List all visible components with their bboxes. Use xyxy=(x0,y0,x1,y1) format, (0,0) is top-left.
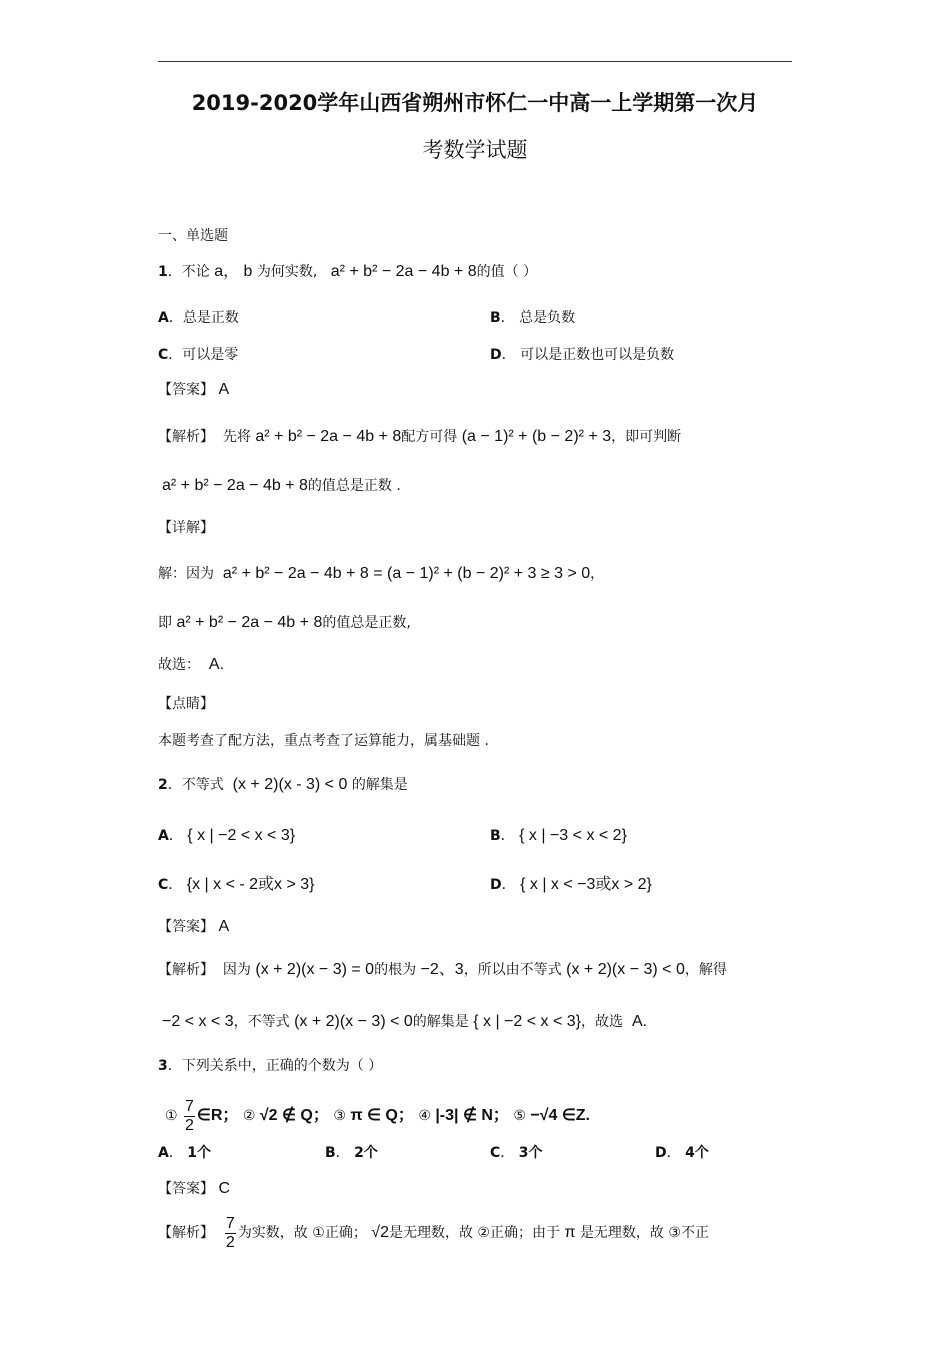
q3-option-a: A． 1个 xyxy=(158,1145,212,1161)
q2-analysis: 【解析】 因为 (x + 2)(x − 3) = 0的根为 −2、3，所以由不等式 (x + 2)(x − 3) < 0，解得 xyxy=(158,961,727,978)
q1-answer: 【答案】 A xyxy=(158,381,230,398)
q2-option-b: B． { x | −3 < x < 2} xyxy=(490,827,627,844)
q3-stem: 3．下列关系中，正确的个数为（ ） xyxy=(158,1058,383,1074)
q2-answer: 【答案】 A xyxy=(158,918,230,935)
q1-analysis-cont: a² + b² − 2a − 4b + 8的值总是正数 . xyxy=(162,477,401,494)
q3-analysis: 【解析】 $\frac{7}{2}$ 为实数，故 ①正确； √2是无理数，故 ②正确；由于 π 是无理数，故 ③不正 xyxy=(158,1214,709,1251)
q1-option-a: A．总是正数 xyxy=(158,310,239,326)
q2-option-c: C． {x | x < - 2或x > 3} xyxy=(158,876,315,893)
document-title-line-2: 考数学试题 xyxy=(422,138,528,162)
q1-stem-c: 为何实数, xyxy=(256,264,318,280)
q3-option-d: D． 4个 xyxy=(655,1145,709,1161)
q1-vars: a， b xyxy=(214,263,253,280)
q1-choose: 故选： A. xyxy=(158,656,225,673)
q2-analysis-cont: −2 < x < 3，不等式 (x + 2)(x − 3) < 0的解集是 { x | −2 < x < 3}，故选 A. xyxy=(162,1013,648,1030)
q2-option-a: A． { x | −2 < x < 3} xyxy=(158,827,296,844)
q1-detail-line-1: 解：因为 a² + b² − 2a − 4b + 8 = (a − 1)² + (b − 2)² + 3 ≥ 3 > 0， xyxy=(158,565,605,582)
q3-answer: 【答案】 C xyxy=(158,1180,231,1197)
q2-option-d: D． { x | x < −3或x > 2} xyxy=(490,876,652,893)
q1-detail-heading: 【详解】 xyxy=(158,520,214,536)
q1-option-c: C．可以是零 xyxy=(158,347,239,363)
q1-analysis: 【解析】 先将 a² + b² − 2a − 4b + 8配方可得 (a − 1)² + (b − 2)² + 3，即可判断 xyxy=(158,428,682,445)
fraction-7-2: $\frac{7}{2}$ xyxy=(185,1097,194,1134)
q3-option-c: C． 3个 xyxy=(490,1145,543,1161)
q1-number: 1 xyxy=(158,264,168,280)
q1-stem-d: 的值（ ） xyxy=(476,264,538,280)
q1-option-b: B． 总是负数 xyxy=(490,310,576,326)
document-title-line-1: 2019-2020学年山西省朔州市怀仁一中高一上学期第一次月 xyxy=(191,91,759,115)
q1-stem xyxy=(158,262,537,282)
q2-stem: 2．不等式 (x + 2)(x - 3) < 0 的解集是 xyxy=(158,776,408,793)
q3-statements: ① $\frac{7}{2}$ ∈R； ② √2 ∉ Q； ③ π ∈ Q； ④ |-3| ∉ N； ⑤ −√4 ∈Z. xyxy=(165,1097,590,1134)
q1-comment-heading: 【点睛】 xyxy=(158,696,214,712)
q1-option-d: D． 可以是正数也可以是负数 xyxy=(490,347,675,363)
fraction-7-2-analysis: $\frac{7}{2}$ xyxy=(225,1214,235,1251)
q3-option-b: B． 2个 xyxy=(325,1145,378,1161)
q1-expression: a² + b² − 2a − 4b + 8 xyxy=(330,263,477,280)
section-heading: 一、单选题 xyxy=(158,228,228,244)
q1-comment: 本题考查了配方法，重点考查了运算能力，属基础题 . xyxy=(158,733,489,749)
header-rule xyxy=(158,61,792,62)
q1-detail-line-2: 即 a² + b² − 2a − 4b + 8的值总是正数, xyxy=(158,614,411,631)
q1-stem-a: ．不论 xyxy=(167,264,210,280)
